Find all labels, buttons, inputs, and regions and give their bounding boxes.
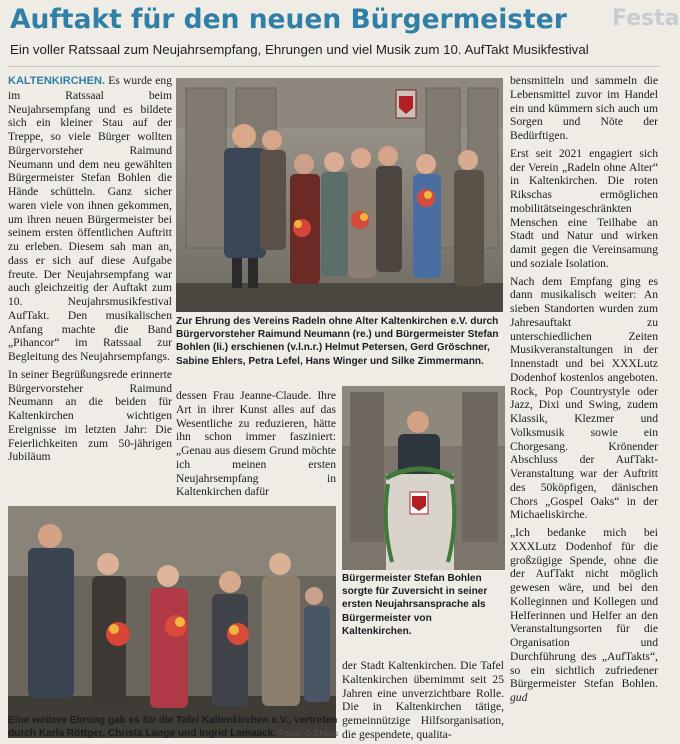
photo-mayor-speech xyxy=(342,386,505,570)
paragraph: Erst seit 2021 engagiert sich der Verein „Radeln ohne Alter“ in Kaltenkirchen. Die roten Rikschas ermöglichen mobilitätseingeschränkten Menschen eine Teilhabe an Stadt und Natur und wirken damit gegen die Vereinsamung und soziale Isolation. xyxy=(510,146,658,270)
caption-text: Eine weitere Ehrung gab es für die Tafel Kaltenkirchen e.V., vertreten durch Karla Röttger, Christa Lange und Ingrid Lamaack. xyxy=(8,715,338,740)
photo-caption-mid: Bürgermeister Stefan Bohlen sorgte für Zuversicht in seiner ersten Neujahrsansprache als Bürgermeister von Kaltenkirchen. xyxy=(342,573,488,637)
paragraph: dessen Frau Jeanne-Claude. Ihre Art in ihrer Kunst alles auf das Wesentliche zu reduzieren, hätte ihn schon immer fasziniert: „Genau aus diesem Grund möchte ich meinen ersten Neujahrsempfang in Kaltenkirchen dafür xyxy=(176,389,336,499)
article-column-3 xyxy=(510,74,658,740)
paragraph xyxy=(510,526,658,705)
paragraph: bensmitteln und sammeln die Lebensmittel zuvor im Handel ein und kümmern sich auch um Sorgen und Nöte der Bedürftigen. xyxy=(510,74,658,142)
article-headline: Auftakt für den neuen Bürgermeister xyxy=(10,4,567,35)
group-photo-illustration xyxy=(176,78,503,312)
photo-group-radeln-ohne-alter xyxy=(176,78,503,312)
header-divider xyxy=(8,66,660,67)
paragraph-text: Es wurde eng im Ratssaal beim Neujahrsempfang und es bildete sich ein kleiner Stau auf der Treppe, so viele Bürger wollten Bürgervorsteher Raimund Neumann und dem neu gewählten Bürgermeister Stefan Bohlen die Hände schütteln. Ganz sicher waren viele von ihnen gekommen, um ihren neuen Bürgermeister bei seinem ersten öffentlichen Auftritt zu erleben. Diesem sah man an, dass er sich auf diese Aufgabe freute. Der Neujahrsempfang war auch gleichzeitig der Auftakt zum 10. Neujahrsmusikfestival AufTakt. Den musikalischen Anfang machte die Band „Pihancor“ im Ratssaal zur Begleitung des Neujahrsempfangs. xyxy=(8,74,172,363)
paragraph xyxy=(8,74,172,364)
photo-group-tafel xyxy=(8,506,336,738)
paragraph: In seiner Begrüßungsrede erinnerte Bürgervorsteher Raimund Neumann an die beiden für Kaltenkirchen wichtigen Ereignisse im letzten Jahr: Die Feierlichkeiten zum 50-jährigen Jubiläum xyxy=(8,367,172,464)
article-column-2-upper xyxy=(176,389,336,501)
article-column-2-lower xyxy=(342,659,504,744)
location-kicker: KALTENKIRCHEN. xyxy=(8,75,105,87)
tafel-photo-illustration xyxy=(8,506,336,738)
photo-caption-bottom xyxy=(8,714,338,744)
paragraph: Nach dem Empfang ging es dann musikalisch weiter: An sieben Standorten wurden zum Jahresauftakt zu unterschiedlichen Zeiten Musikveranstaltungen in der Innenstadt und bei XXXLutz Dodenhof kostenlos angeboten. Rock, Pop Countrystyle oder Jazz, Dixi und Swing, zudem Klassik, Klezmer und Volksmusik sowie ein Chorgesang. Krönender Abschluss der AufTakt-Veranstaltung war der Auftritt des 50köpfigen, dänischen Chors „Gospel Oaks“ in der Michaeliskirche. xyxy=(510,274,658,522)
article-subheadline: Ein voller Ratssaal zum Neujahrsempfang, Ehrungen und viel Musik zum 10. AufTakt Musikfestival xyxy=(10,42,589,57)
author-signature: gud xyxy=(510,691,528,704)
article-column-1 xyxy=(8,74,172,494)
paragraph: der Stadt Kaltenkirchen. Die Tafel Kaltenkirchen übernimmt seit 25 Jahren eine unverzichtbare Rolle. Die in Kaltenkirchen tätige, gemeinnützige Hilfsorganisation, die gespendete, qualita- xyxy=(342,659,504,741)
adjacent-article-headline: Festa xyxy=(612,6,680,31)
photo-caption-top: Zur Ehrung des Vereins Radeln ohne Alter Kaltenkirchen e.V. durch Bürgervorsteher Raimund Neumann (re.) und Bürgermeister Stefan Bohlen (li.) erschienen (v.l.n.r.) Helmut Petersen, Gerd Gröschner, Sabine Ehlers, Petra Lefel, Hans Winger und Silke Zimmermann. xyxy=(176,316,499,367)
photo-credit: Fotos: G.Ehlers xyxy=(278,728,338,739)
speaker-photo-illustration xyxy=(342,386,505,570)
paragraph-text: „Ich bedanke mich bei XXXLutz Dodenhof für die großzügige Spende, ohne die der AufTakt nicht möglich gewesen wäre, und bei den Kolleginnen und Kollegen und Helferinnen und Helfer an den Veranstaltungsorten für die Organisation und Durchführung des „AufTakts“, so ein sichtlich zufriedener Bürgermeister Stefan Bohlen. xyxy=(510,526,658,691)
